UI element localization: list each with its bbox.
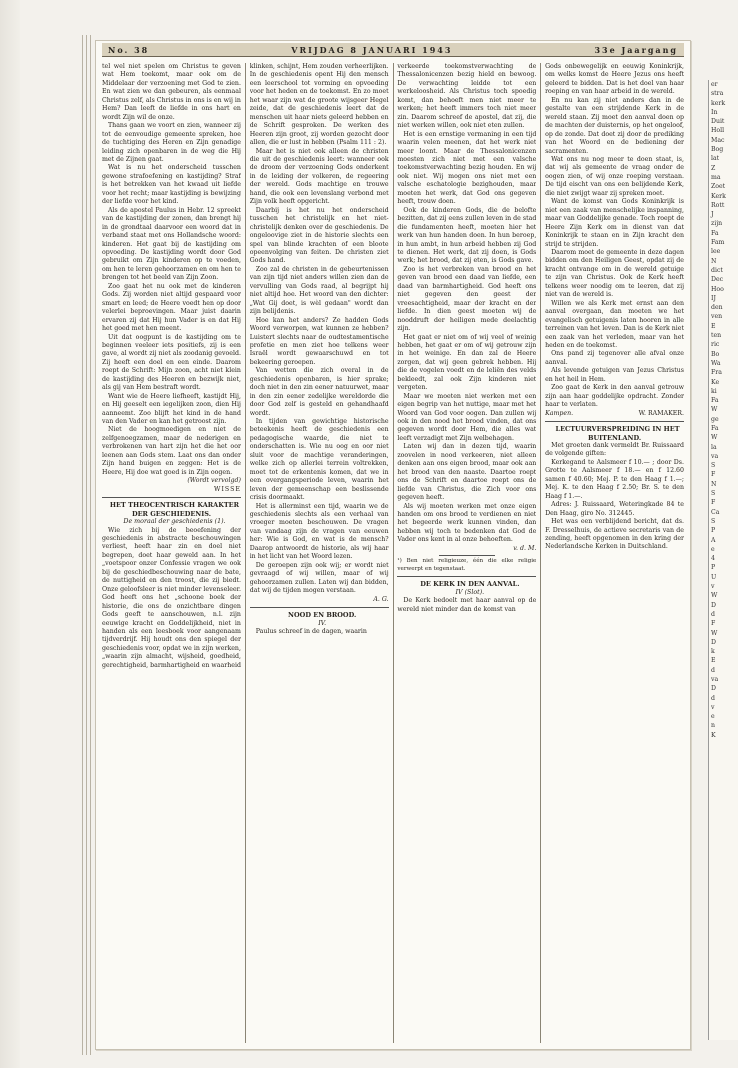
paragraph: Want de komst van Gods Koninkrijk is niet een zaak van menschelijke inspanning, maar van Goddelijke genade. Toch roept de Heere Zijn Kerk om in dienst van dat Koninkrijk te staan en in Zijn kracht den strijd te strijden. bbox=[545, 198, 685, 248]
binding-edge bbox=[0, 0, 20, 1068]
adjacent-page-line: Fa bbox=[711, 424, 719, 432]
adjacent-page-line: 4 bbox=[711, 555, 715, 563]
divider bbox=[250, 607, 389, 608]
adjacent-page-line: d bbox=[711, 666, 715, 674]
adjacent-page-line: ric bbox=[711, 341, 720, 349]
divider bbox=[102, 497, 241, 498]
adjacent-page-line: Wa bbox=[711, 359, 721, 367]
adjacent-page-line: In bbox=[711, 108, 718, 116]
column-3 bbox=[397, 63, 536, 1043]
adjacent-page-line: Dec bbox=[711, 276, 724, 284]
paragraph: tel wel niet spelen om Christus te geven wat Hem toekomt, maar ook om de Middelaar der verzoening met God te zien. En wat zien we dan gebeuren, als eenmaal Christus zelf, als Christus in ons is en wij in Hem? Dan leeft de liefde in ons hart en wordt Zijn wil de onze. bbox=[102, 63, 241, 121]
adjacent-page-line: F bbox=[711, 499, 716, 507]
adjacent-page-line: S bbox=[711, 462, 716, 470]
adjacent-page-line: D bbox=[711, 638, 716, 646]
paragraph: Want wie de Heere liefheeft, kastijdt Hij, en Hij geeselt een iegelijken zoon, dien Hij aanneemt. Zoo blijft het kind in de hand van den Vader en kan het getroost zijn. bbox=[102, 392, 241, 426]
paragraph: Gods onbewegelijk en eeuwig Koninkrijk, om welks komst de Heere Jezus ons heeft geleerd te bidden. Dat is het doel van haar roeping en van haar arbeid in de wereld. bbox=[545, 63, 685, 96]
paragraph: Kerkegand te Aalsmeer f 10.— ; door Ds. Grotte te Aalsmeer f 18.— en f 12.60 samen f 40.60; Mej. P. te den Haag f 1.—; Mej. K. te den Haag f 2.50; Br. S. te den Haag f 1.—. bbox=[545, 458, 685, 500]
adjacent-page-line: N bbox=[711, 257, 717, 265]
column-rule bbox=[540, 63, 541, 1043]
paragraph: Zoo zal de christen in de gebeurtenissen van zijn tijd niet anders willen zien dan de vervulling van Gods raad, al begrijpt hij niet altijd hoe. Het woord van den dichter: „Wat Gij doet, is wèl gedaan" wordt dan zijn belijdenis. bbox=[249, 265, 389, 316]
paragraph: Van wetten die zich overal in de geschiedenis openbaren, is hier sprake; doch niet in den zin eener natuurwet, maar in den zin eener zedelijke wereldorde die door God zelf is gesteld en gehandhaafd wordt. bbox=[249, 367, 389, 417]
adjacent-page-line: D bbox=[711, 685, 716, 693]
continued-note: (Wordt vervolgd) bbox=[187, 477, 241, 485]
paragraph: En nu kan zij niet anders dan in de gestalte van een strijdende Kerk in de wereld staan. Zij moet den aanval doen op de machten der duisternis, op het ongeloof, op de zonde. Dat doet zij door de prediking van het Woord en de bediening der sacramenten. bbox=[545, 96, 685, 155]
adjacent-page-line: Zoet bbox=[711, 183, 726, 191]
volume: 33e Jaargang bbox=[594, 44, 678, 55]
article-heading: DE KERK IN DEN AANVAL. bbox=[420, 580, 520, 589]
paragraph: Adres: J. Ruissaard, Weteringkade 84 te Den Haag, giro No. 312445. bbox=[545, 501, 685, 517]
paragraph: Niet de hoogmoedigen en niet de zelfgenoegzamen, maar de nederigen en verbrokenen van hart zijn het die het oor leenen aan Gods stem. Laat ons dan onder Zijn hand buigen en zeggen: Het is de Heere, Hij doe wat goed is in Zijn oogen. bbox=[102, 426, 241, 476]
footnote: ¹) Ben niet religieuze, één die elke religie verwerpt en tegenstaat. bbox=[397, 558, 537, 572]
adjacent-page-line: ki bbox=[711, 387, 717, 395]
paragraph: Ook de kinderen Gods, die de belofte bezitten, dat zij eens zullen leven in de stad die fundamenten heeft, moeten hier het werk van hun handen doen. In hun beroep, in hun ambt, in hun arbeid hebben zij God te dienen. Het werk, dat zij doen, is Gods werk; het brood, dat zij eten, is Gods gave. bbox=[397, 206, 537, 265]
author-signature: W. RAMAKER. bbox=[638, 409, 685, 417]
adjacent-page-line: ge bbox=[711, 415, 719, 423]
adjacent-page-line: D bbox=[711, 601, 716, 609]
adjacent-page-line: lat bbox=[711, 155, 720, 163]
adjacent-page-line: dict bbox=[711, 266, 723, 274]
paragraph: klinken, schijnt, Hem zouden verheerlijken. In de geschiedenis opent Hij den mensch een leerschool tot vorming en opvoeding voor het heden en de toekomst. En zo moet het waar zijn wat de groote wijsgeer Hegel zeide, dat de geschiedenis leert dat de menschen uit haar niets geleerd hebben en de Schrift gesproken. De werken des Heeren zijn groot, zij worden gezocht door allen, die er lust in hebben (Psalm 111 : 2). bbox=[249, 63, 389, 147]
paragraph: Thans gaan we voort en zien, wanneer zij tot de eenvoudige gemeente spreken, hoe de tuchtiging des Heren en Zijn genadige leiding zich openbaren in de weg die Hij met de Zijnen gaat. bbox=[102, 122, 241, 163]
paragraph: Willen we als Kerk met ernst aan den aanval overgaan, dan moeten we het evangelisch getuigenis laten hooren in alle terreinen van het leven. Dan is de Kerk niet een zaak van het verleden, maar van het heden en de toekomst. bbox=[545, 299, 685, 349]
column-1 bbox=[102, 63, 241, 1043]
adjacent-page-line: U bbox=[711, 573, 717, 581]
issue-number: No. 38 bbox=[108, 44, 150, 55]
adjacent-page-line: W bbox=[711, 592, 718, 600]
adjacent-page-line: S bbox=[711, 490, 716, 498]
column-4 bbox=[545, 63, 684, 1043]
signature-place: Kampen. bbox=[545, 409, 574, 417]
paragraph: Daarom moet de gemeente in deze dagen bidden om den Heiligen Geest, opdat zij de kracht ontvange om in de wereld getuige te zijn van Christus. Ook de Kerk heeft telkens weer noodig om te leeren, dat zij niet van de wereld is. bbox=[545, 248, 685, 299]
adjacent-page-line: er bbox=[711, 81, 718, 88]
paragraph: Maar we moeten niet werken met een eigen begrip van het nuttige, maar met het Woord van God voor oogen. Dan zullen wij ook in den nood het brood vinden, dat ons gegeven wordt door Hem, die alles wat leeft verzadigt met Zijn welbehagen. bbox=[397, 392, 537, 442]
adjacent-page-line: lee bbox=[711, 248, 721, 256]
adjacent-page-line: F bbox=[711, 620, 716, 628]
paragraph: Hoe kan het anders? Ze hadden Gods Woord verworpen, wat kunnen ze hebben? Luistert slechts naar de oudtestamentische profetie en men ziet hoe telkens weer Israël wordt gewaarschuwd en tot bekeering geroepen. bbox=[249, 316, 389, 366]
newspaper-page bbox=[95, 40, 691, 1050]
paragraph: Wat ons nu nog meer te doen staat, is, dat wij als gemeente de vraag onder de oogen zien, of wij onze roeping verstaan. De tijd eischt van ons een belijdende Kerk, die niet zwijgt waar zij spreken moet. bbox=[545, 155, 685, 197]
paragraph: In tijden van gewichtige historische beteekenis heeft de geschiedenis een pedagogische waarde, die niet te onderschatten is. Wie nu oog en oor niet sluit voor de machtige veranderingen, welke zich op allerlei terrein voltrekken, moet tot de erkentenis komen, dat we in een overgangsperiode leven, waarin het leven der gemeenschap een beslissende crisis doormaakt. bbox=[249, 418, 389, 502]
adjacent-page-line: v bbox=[711, 703, 715, 711]
adjacent-page-line: Z bbox=[711, 164, 716, 172]
paragraph: Daarbij is het nu het onderscheid tusschen het christelijk en het niet-christelijk denken over de geschiedenis. De ongeloovige ziet in de historie slechts een spel van blinde krachten of een bloote opeenvolging van feiten. De christen ziet Gods hand. bbox=[249, 206, 389, 265]
paragraph: Als wij moeten werken met onze eigen handen om ons brood te verdienen en niet het begeerde werk kunnen vinden, dan hebben wij toch te bedenken dat God de Vader ons kent in al onze behoeften. bbox=[397, 502, 537, 544]
author-signature: v. d. M. bbox=[513, 544, 537, 552]
paragraph: Het is een ernstige vermaning in een tijd waarin velen meenen, dat het werk niet meer loont. Maar de Thessalonicenzen moesten zich niet met een valsche toekomstverwachting bezig houden. En wij ook niet. Wij mogen ons niet met een valsche eschatologie bezighouden, maar moeten het werk, dat God ons gegeven heeft, trouw doen. bbox=[397, 130, 537, 206]
author-signature: WISSE bbox=[214, 485, 241, 493]
paragraph: Maar het is niet ook alleen de christen die uit de geschiedenis leert: wanneer ook de droom der verzoening Gods onderkent in de leiding der volkeren, de regeering der wereld. Gods machtige en trouwe hand, die ook een levenslang verbond met Zijn volk heeft opgericht. bbox=[249, 147, 389, 206]
page-header bbox=[102, 43, 684, 57]
adjacent-page-line: Fa bbox=[711, 229, 719, 237]
paragraph: De geroepen zijn ook wij; er wordt niet gevraagd of wij willen, maar of wij gehoorzamen zullen. Laten wij dan bidden, dat wij de tijden mogen verstaan. bbox=[249, 561, 389, 595]
adjacent-page-line: Fra bbox=[711, 369, 722, 377]
adjacent-page-line: Rott bbox=[711, 201, 725, 209]
article-subheading: IV. bbox=[318, 619, 327, 627]
adjacent-page-line: stra bbox=[711, 90, 724, 98]
adjacent-page-line: zijn bbox=[711, 220, 723, 228]
adjacent-page-line: E bbox=[711, 322, 716, 330]
adjacent-page-line: e bbox=[711, 545, 715, 553]
paragraph: Uit dat oogpunt is de kastijding om te beginnen veeleer iets positiefs, zij is een gave, al wordt zij niet als zoodanig gevoeld. Zij heeft een doel en een einde. Daarom roept de Schrift: Mijn zoon, acht niet klein de kastijding des Heeren en bezwijk niet, als gij van Hem bestraft wordt. bbox=[102, 333, 241, 392]
adjacent-page-line: ven bbox=[711, 313, 723, 321]
adjacent-page-line: Ca bbox=[711, 508, 720, 516]
adjacent-page-line: S bbox=[711, 517, 716, 525]
page-edge bbox=[86, 35, 87, 1055]
adjacent-page-line: k bbox=[711, 648, 715, 656]
adjacent-page-line: Bo bbox=[711, 350, 720, 358]
divider bbox=[397, 576, 536, 577]
adjacent-page-line: ten bbox=[711, 332, 722, 340]
adjacent-page-edge bbox=[708, 80, 738, 1040]
paragraph: Als levende getuigen van Jezus Christus en het heil in Hem. bbox=[545, 367, 685, 383]
adjacent-page-line: Fa bbox=[711, 397, 719, 405]
adjacent-page-line: va bbox=[711, 676, 719, 683]
adjacent-page-line: Ke bbox=[711, 378, 720, 386]
paragraph: Met groeten dank vermeldt Br. Ruissaard de volgende giften: bbox=[545, 442, 685, 458]
adjacent-page-line: Kerk bbox=[711, 192, 726, 200]
adjacent-page-line: K bbox=[711, 731, 716, 739]
adjacent-page-line: la bbox=[711, 443, 717, 451]
adjacent-page-line: ma bbox=[711, 173, 721, 181]
article-heading: HET THEOCENTRISCH KARAKTER DER GESCHIEDENIS. bbox=[109, 501, 240, 518]
adjacent-page-line: den bbox=[711, 304, 723, 312]
columns bbox=[102, 63, 684, 1043]
column-rule bbox=[393, 63, 394, 1043]
issue-date: VRIJDAG 8 JANUARI 1943 bbox=[291, 44, 453, 55]
adjacent-page-line: J bbox=[711, 211, 714, 219]
adjacent-page-line: e bbox=[711, 713, 715, 721]
article-heading: NOOD EN BROOD. bbox=[288, 611, 357, 619]
paragraph: Zoo gaat het nu ook met de kinderen Gods. Zij worden niet altijd gespaard voor smart en leed; de Heere voedt hen op door velerlei beproevingen. Maar juist daarin ervaren zij dat Hij hun Vader is en dat Hij het goed met hen meent. bbox=[102, 282, 241, 333]
adjacent-page-line: Hoo bbox=[711, 285, 724, 293]
paragraph: Het is allerminst een tijd, waarin we de geschiedenis slechts als een verhaal van vroeger moeten beschouwen. De vragen van vandaag zijn de vragen van eeuwen her: Wie is God, en wat is de mensch? Daarop antwoordt de historie, als wij haar in het licht van het Woord lezen. bbox=[249, 502, 389, 561]
paragraph: Wie zich bij de beoefening der geschiedenis in abstracte beschouwingen verliest, heeft haar zin en doel niet begrepen, doet haar geweld aan. In het „voetspoor onzer Confessie vragen we ook bij de geschiedbeschouwing naar de bate, de nuttigheid en den troost, die zij biedt. Onze geloofsleer is niet minder levenseleer. God heeft ons het „schoone boek der historie, die ons de onzichtbare dingen Gods geeft te aanschouwen, n.l. zijn eeuwige kracht en Goddelijkheid, niet in handen als een leesboek voor aangenaam tijdverdrijf. Hij houdt ons den spiegel der geschiedenis voor, opdat we in zijn werken, „waarin zijn almacht, wijsheid, goedheid, gerechtigheid, barmhartigheid en waarheid bbox=[102, 526, 241, 669]
author-signature: A. G. bbox=[373, 595, 389, 603]
footnote-divider bbox=[439, 555, 495, 556]
paragraph: Wat is nu het onderscheid tusschen gewone strafoefening en kastijding? Straf is het betrekken van het kwaad uit liefde voor het recht; maar kastijding is bewijzing der liefde voor het kind. bbox=[102, 164, 241, 206]
signature-row bbox=[545, 410, 684, 418]
adjacent-page-line: E bbox=[711, 657, 716, 665]
paragraph: Zoo gaat de Kerk in den aanval getrouw zijn aan haar goddelijke opdracht. Zonder haar te verlaten. bbox=[545, 384, 685, 409]
adjacent-page-line: va bbox=[711, 452, 719, 460]
adjacent-page-line: Fam bbox=[711, 239, 725, 247]
paragraph: Zoo is het verbreken van brood en het geven van brood een daad van liefde, een daad van barmhartigheid. God heeft ons niet gegeven den geest der vreesachtigheid, maar der kracht en der liefde. In dien geest moeten wij de nooddruft der heiligen mede deelachtig zijn. bbox=[397, 265, 537, 333]
paragraph: Het gaat er niet om of wij veel of weinig hebben, het gaat er om of wij getrouw zijn in het weinige. En dan zal de Heere zorgen, dat wij geen gebrek hebben. Hij die de vogelen voedt en de leliën des velds bekleedt, zal ook Zijn kinderen niet vergeten. bbox=[397, 333, 537, 392]
adjacent-page-line: A bbox=[711, 536, 716, 544]
adjacent-page-line: kerk bbox=[711, 99, 726, 107]
adjacent-page-line: N bbox=[711, 480, 717, 488]
column-2 bbox=[250, 63, 389, 1043]
divider bbox=[545, 421, 684, 422]
adjacent-page-line: IJ bbox=[711, 294, 716, 302]
adjacent-page-line: P bbox=[711, 527, 716, 535]
paragraph: Het was een verblijdend bericht, dat ds. F. Dresselhuis, de actieve secretaris van de zending, heeft opgenomen in den kring der Nederlandsche Kerken in Duitschland. bbox=[545, 518, 685, 551]
adjacent-page-line: Mac bbox=[711, 136, 725, 144]
column-rule bbox=[245, 63, 246, 1043]
adjacent-page-line: W bbox=[711, 406, 718, 414]
paragraph: verkeerde toekomstverwachting de Thessalonicenzen bezig hield en bewoog. De verwachting leidde tot een werkeloosheid. Als Christus toch spoedig komt, dan behoeft men niet meer te werken; het heeft immers toch niet meer zin. Daarom schreef de apostel, dat zij, die niet werken willen, ook niet eten zullen. bbox=[397, 63, 537, 130]
paragraph: Laten wij dan in dezen tijd, waarin zoovelen in nood verkeeren, niet alleen denken aan ons eigen brood, maar ook aan het brood van den naaste. Daartoe roept ons de Schrift en daartoe roept ons de liefde van Christus, die Zich voor ons gegeven heeft. bbox=[397, 443, 537, 502]
paragraph: Als de apostel Paulus in Hebr. 12 spreekt van de kastijding der zonen, dan brengt hij in de grondtaal daarvoor een woord dat in verband staat met ons Hollandsche woord: kinderen. Het gaat bij de kastijding om opvoeding. De kastijding wordt door God gebruikt om Zijn kinderen op te voeden, om hen te leren gehoorzamen en om hen te brengen tot het beeld van Zijn Zoon. bbox=[102, 206, 241, 282]
adjacent-page-line: F bbox=[711, 471, 716, 479]
article-subheading: De moraal der geschiedenis (1). bbox=[123, 518, 226, 526]
paragraph: Ons pand zij tegenover alle afval onze aanval. bbox=[545, 350, 685, 366]
adjacent-page-line: d bbox=[711, 610, 715, 618]
adjacent-page-line: Holl bbox=[711, 127, 725, 135]
article-subheading: IV (Slot). bbox=[455, 588, 485, 596]
adjacent-page-line: W bbox=[711, 434, 718, 442]
page-edge bbox=[90, 35, 91, 1055]
adjacent-page-line: v bbox=[711, 583, 715, 591]
adjacent-page-line: d bbox=[711, 694, 715, 702]
adjacent-page-line: W bbox=[711, 629, 718, 637]
page-edge bbox=[82, 35, 83, 1055]
adjacent-page-line: n bbox=[711, 722, 715, 730]
adjacent-page-line: Duit bbox=[711, 118, 725, 126]
adjacent-page-line: Bog bbox=[711, 146, 724, 154]
paragraph: De Kerk bedoelt met haar aanval op de wereld niet minder dan de komst van bbox=[397, 597, 537, 613]
adjacent-page-line: P bbox=[711, 564, 716, 572]
article-heading: LECTUURVERSPREIDING IN HET BUITENLAND. bbox=[555, 425, 680, 442]
paragraph: Paulus schreef in de dagen, waarin bbox=[255, 627, 367, 635]
